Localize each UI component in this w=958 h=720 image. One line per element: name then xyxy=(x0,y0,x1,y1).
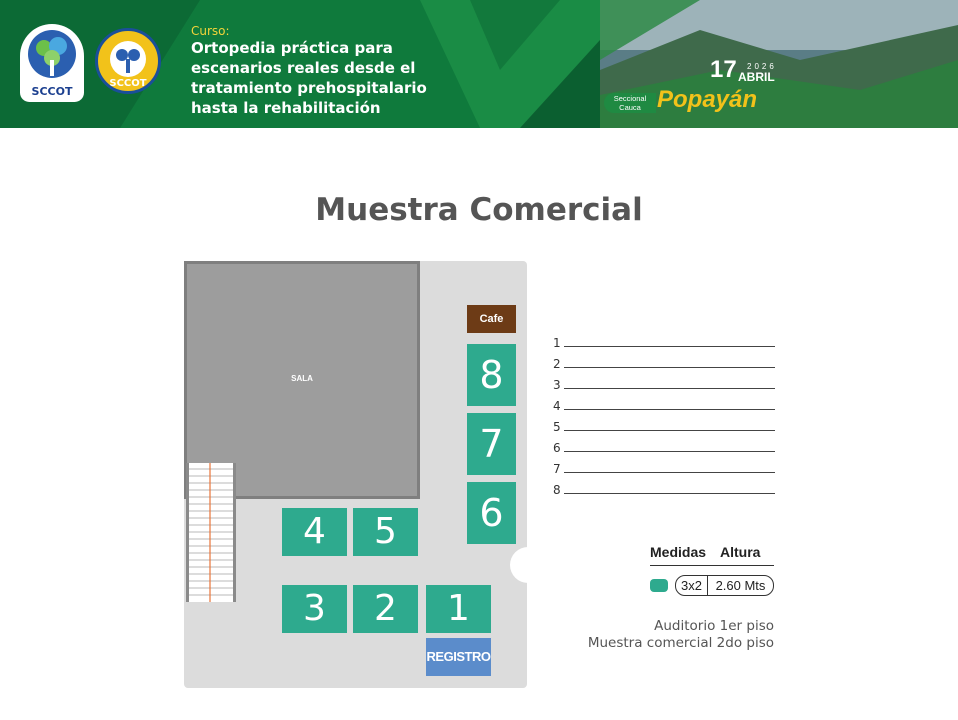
cauca-logo-text: SCCOT xyxy=(109,78,147,89)
list-number: 1 xyxy=(553,336,561,350)
booth-color-swatch xyxy=(650,579,668,592)
event-day: 17 xyxy=(710,56,737,83)
note-muestra: Muestra comercial 2do piso xyxy=(587,635,774,651)
legend-header xyxy=(650,544,774,566)
event-city: Popayán xyxy=(657,86,758,113)
altura-label: Altura xyxy=(720,544,761,560)
course-title: Ortopedia práctica para escenarios reales desde el tratamiento prehospitalario hasta la rehabilitación xyxy=(191,39,427,117)
booth-6: 6 xyxy=(467,482,516,544)
list-number: 4 xyxy=(553,399,561,413)
sccot-logo-text: SCCOT xyxy=(31,85,73,98)
booth-5: 5 xyxy=(353,508,418,556)
list-item xyxy=(553,328,775,349)
seccional-cauca-logo xyxy=(95,28,161,94)
course-label: Curso: xyxy=(191,24,230,38)
list-item xyxy=(553,454,775,475)
booth-2: 2 xyxy=(353,585,418,633)
sccot-logo xyxy=(20,24,84,102)
blank-line xyxy=(564,493,775,494)
booth-dimensions xyxy=(675,575,774,596)
list-item xyxy=(553,391,775,412)
blank-line xyxy=(564,472,775,473)
list-number: 2 xyxy=(553,357,561,371)
booth-assignment-list xyxy=(553,328,775,496)
stairs-icon xyxy=(186,463,236,602)
blank-line xyxy=(564,430,775,431)
seccional-badge: Seccional Cauca xyxy=(604,93,656,113)
booth-8: 8 xyxy=(467,344,516,406)
booth-3: 3 xyxy=(282,585,347,633)
sala-label: SALA xyxy=(291,374,313,383)
booth-7: 7 xyxy=(467,413,516,475)
list-item xyxy=(553,349,775,370)
booth-1: 1 xyxy=(426,585,491,633)
event-year: 2026 xyxy=(747,62,777,71)
blank-line xyxy=(564,346,775,347)
list-number: 3 xyxy=(553,378,561,392)
blank-line xyxy=(564,409,775,410)
list-number: 6 xyxy=(553,441,561,455)
list-number: 7 xyxy=(553,462,561,476)
blank-line xyxy=(564,367,775,368)
booth-4: 4 xyxy=(282,508,347,556)
booth-height: 2.60 Mts xyxy=(715,578,766,593)
list-number: 5 xyxy=(553,420,561,434)
page-title: Muestra Comercial xyxy=(315,192,643,228)
note-auditorio: Auditorio 1er piso xyxy=(654,618,774,634)
list-item xyxy=(553,475,775,496)
medidas-label: Medidas xyxy=(650,544,707,560)
list-item xyxy=(553,412,775,433)
header-banner xyxy=(0,0,958,128)
list-number: 8 xyxy=(553,483,561,497)
tree-icon xyxy=(20,26,84,86)
booth-size: 3x2 xyxy=(676,576,708,595)
list-item xyxy=(553,433,775,454)
blank-line xyxy=(564,388,775,389)
event-month: ABRIL xyxy=(738,70,775,84)
registro-area: REGISTRO xyxy=(426,638,491,676)
cafe-area: Cafe xyxy=(467,305,516,333)
list-item xyxy=(553,370,775,391)
course-block xyxy=(191,24,471,118)
blank-line xyxy=(564,451,775,452)
